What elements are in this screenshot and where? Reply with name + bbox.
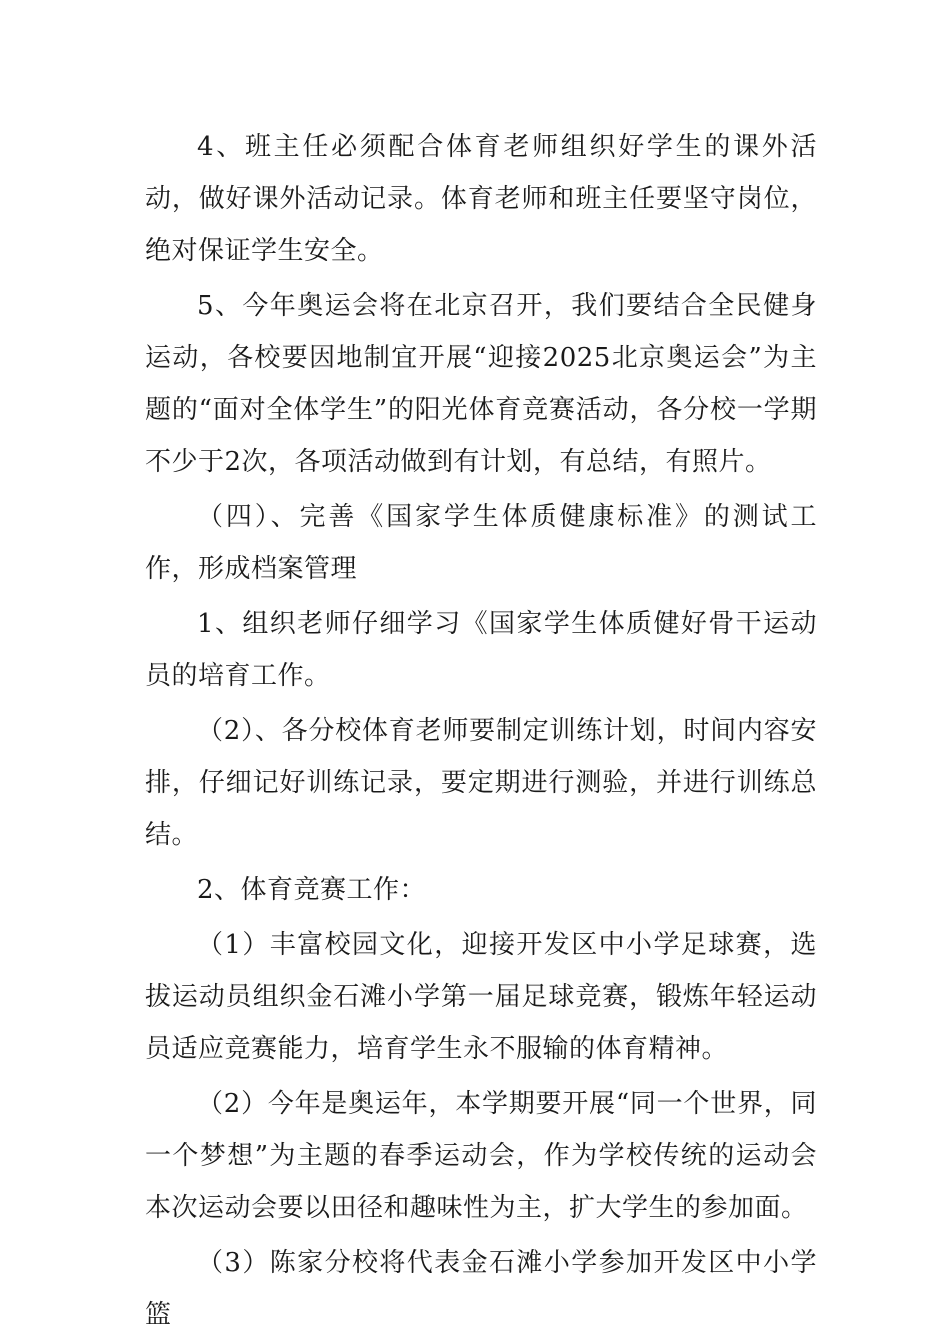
paragraph-sub-2-sports-meet: （2）今年是奥运年，本学期要开展“同一个世界，同一个梦想”为主题的春季运动会，作为学校传统的运动会本次运动会要以田径和趣味性为主，扩大学生的参加面。 bbox=[145, 1089, 817, 1223]
paragraph-item-2-competition: 2、体育竞赛工作： bbox=[197, 875, 427, 905]
paragraph-section-four-heading: （四）、完善《国家学生体质健康标准》的测试工作，形成档案管理 bbox=[145, 502, 817, 584]
paragraph-sub-1-football: （1）丰富校园文化，迎接开发区中小学足球赛，选拔运动员组织金石滩小学第一届足球竞赛，锻炼年轻运动员适应竞赛能力，培育学生永不服输的体育精神。 bbox=[145, 930, 817, 1064]
document-body bbox=[145, 121, 817, 1344]
paragraph-item-4-duties: 4、班主任必须配合体育老师组织好学生的课外活动，做好课外活动记录。体育老师和班主任要坚守岗位，绝对保证学生安全。 bbox=[145, 132, 817, 266]
paragraph-item-1-study: 1、组织老师仔细学习《国家学生体质健好骨干运动员的培育工作。 bbox=[145, 609, 817, 691]
paragraph-sub-3-basketball: （3）陈家分校将代表金石滩小学参加开发区中小学篮 bbox=[145, 1248, 817, 1330]
paragraph-item-5-olympics: 5、今年奥运会将在北京召开，我们要结合全民健身运动，各校要因地制宜开展“迎接2025北京奥运会”为主题的“面对全体学生”的阳光体育竞赛活动，各分校一学期不少于2次，各项活动做到有计划，有总结，有照片。 bbox=[145, 291, 817, 477]
paragraph-item-2-training-plan: （2）、各分校体育老师要制定训练计划，时间内容安排，仔细记好训练记录，要定期进行测验，并进行训练总结。 bbox=[145, 716, 817, 850]
